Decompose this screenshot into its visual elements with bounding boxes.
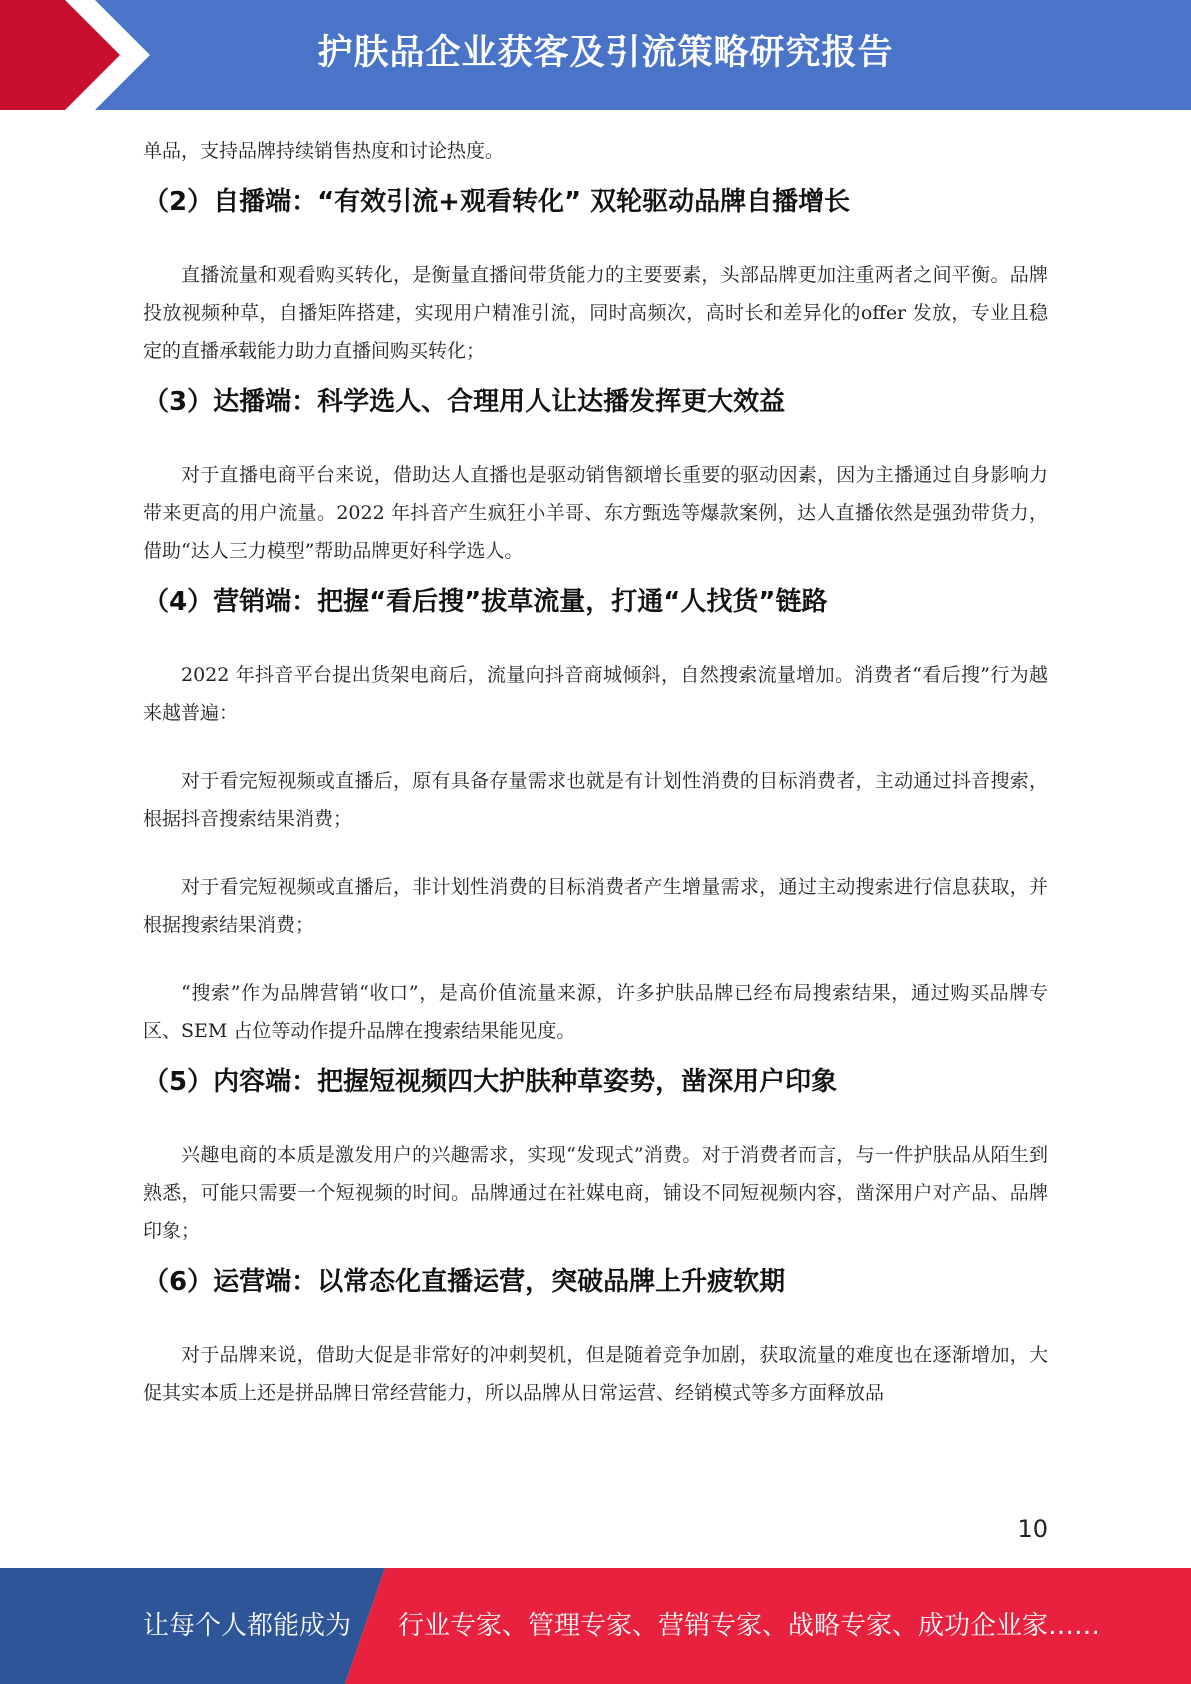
paragraph: 单品，支持品牌持续销售热度和讨论热度。 — [143, 140, 505, 162]
footer-slogan-left: 让每个人都能成为 — [143, 1611, 352, 1641]
document-title: 护肤品企业获客及引流策略研究报告 — [317, 33, 894, 73]
section-heading-4: （4）营销端：把握“看后搜”拔草流量，打通“人找货”链路 — [143, 587, 828, 617]
section-heading-3: （3）达播端：科学选人、合理用人让达播发挥更大效益 — [143, 387, 786, 417]
paragraph: 兴趣电商的本质是激发用户的兴趣需求，实现“发现式”消费。对于消费者而言，与一件护肤品从陌生到熟悉，可能只需要一个短视频的时间。品牌通过在社媒电商，铺设不同短视频内容，凿深用户对产品、品牌印象； — [143, 1144, 1048, 1242]
page-header — [0, 0, 1191, 110]
footer-slogan-right: 行业专家、管理专家、营销专家、战略专家、成功企业家…… — [398, 1611, 1101, 1641]
section-heading-6: （6）运营端：以常态化直播运营，突破品牌上升疲软期 — [143, 1267, 786, 1297]
page-number: 10 — [1017, 1515, 1048, 1543]
paragraph: 对于直播电商平台来说，借助达人直播也是驱动销售额增长重要的驱动因素，因为主播通过自身影响力带来更高的用户流量。2022 年抖音产生疯狂小羊哥、东方甄选等爆款案例，达人直播依然是强劲带货力，借助“达人三力模型”帮助品牌更好科学选人。 — [143, 464, 1048, 562]
paragraph: 对于看完短视频或直播后，非计划性消费的目标消费者产生增量需求，通过主动搜索进行信息获取，并根据搜索结果消费； — [143, 876, 1048, 936]
section-heading-2: （2）自播端：“有效引流+观看转化” 双轮驱动品牌自播增长 — [143, 187, 851, 217]
page-footer — [0, 1568, 1191, 1684]
paragraph: 2022 年抖音平台提出货架电商后，流量向抖音商城倾斜，自然搜索流量增加。消费者“看后搜”行为越来越普遍： — [143, 664, 1048, 724]
paragraph: “搜索”作为品牌营销“收口”，是高价值流量来源，许多护肤品牌已经布局搜索结果，通过购买品牌专区、SEM 占位等动作提升品牌在搜索结果能见度。 — [143, 982, 1048, 1042]
paragraph: 直播流量和观看购买转化，是衡量直播间带货能力的主要要素，头部品牌更加注重两者之间平衡。品牌投放视频种草，自播矩阵搭建，实现用户精准引流，同时高频次，高时长和差异化的offer 发放，专业且稳定的直播承载能力助力直播间购买转化； — [143, 264, 1048, 362]
paragraph: 对于品牌来说，借助大促是非常好的冲刺契机，但是随着竞争加剧，获取流量的难度也在逐渐增加，大促其实本质上还是拼品牌日常经营能力，所以品牌从日常运营、经销模式等多方面释放品 — [143, 1344, 1048, 1404]
header-arrow-decoration — [0, 0, 160, 110]
section-heading-5: （5）内容端：把握短视频四大护肤种草姿势，凿深用户印象 — [143, 1067, 838, 1097]
main-content — [143, 132, 1048, 1412]
paragraph: 对于看完短视频或直播后，原有具备存量需求也就是有计划性消费的目标消费者，主动通过抖音搜索，根据抖音搜索结果消费； — [143, 770, 1048, 830]
